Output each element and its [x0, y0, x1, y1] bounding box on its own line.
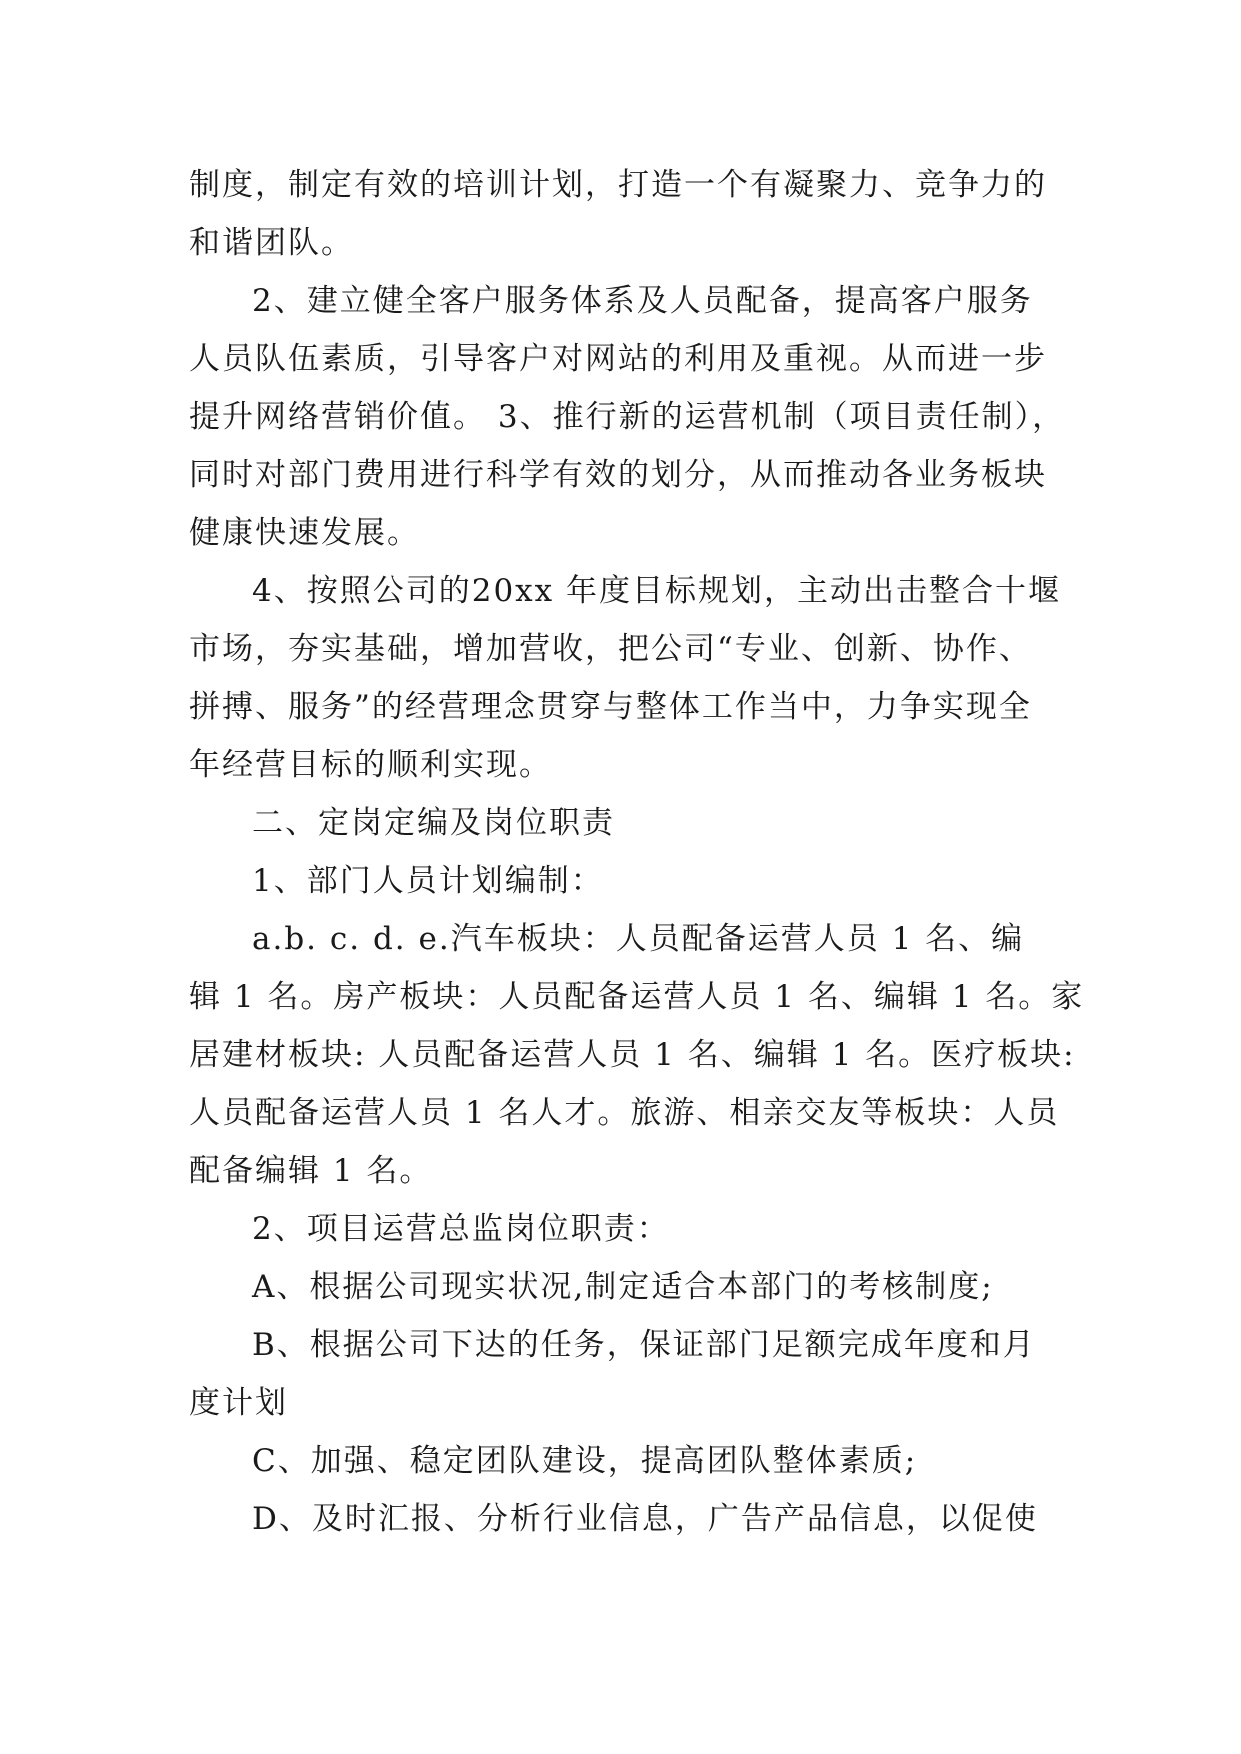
text-line: 人员配备运营人员 1 名人才。旅游、相亲交友等板块：人员	[189, 1095, 1060, 1131]
text-line: 居建材板块: 人员配备运营人员 1 名、编辑 1 名。医疗板块:	[189, 1037, 1076, 1073]
text-line: D、及时汇报、分析行业信息，广告产品信息，以促使	[252, 1501, 1038, 1537]
text-line: C、加强、稳定团队建设，提高团队整体素质;	[252, 1443, 918, 1479]
text-line: 辑 1 名。房产板块：人员配备运营人员 1 名、编辑 1 名。家	[189, 979, 1085, 1015]
text-line: B、根据公司下达的任务，保证部门足额完成年度和月	[252, 1327, 1036, 1363]
text-line: 年经营目标的顺利实现。	[189, 747, 552, 783]
text-line: 1、部门人员计划编制：	[252, 863, 604, 899]
text-line: 配备编辑 1 名。	[189, 1153, 433, 1189]
text-line: 度计划	[189, 1385, 288, 1421]
text-line: 2、项目运营总监岗位职责：	[252, 1211, 670, 1247]
text-line: a.b. c. d. e.汽车板块：人员配备运营人员 1 名、编	[252, 921, 1025, 957]
text-line: 4、按照公司的20xx 年度目标规划，主动出击整合十堰	[252, 573, 1061, 609]
section-heading: 二、定岗定编及岗位职责	[252, 805, 615, 841]
text-line: 人员队伍素质，引导客户对网站的利用及重视。从而进一步	[189, 341, 1047, 377]
text-line: 同时对部门费用进行科学有效的划分，从而推动各业务板块	[189, 457, 1047, 493]
text-line: 2、建立健全客户服务体系及人员配备，提高客户服务	[252, 283, 1033, 319]
text-line: 拼搏、服务”的经营理念贯穿与整体工作当中，力争实现全	[189, 689, 1032, 725]
text-line: 提升网络营销价值。 3、推行新的运营机制（项目责任制），	[189, 399, 1066, 435]
text-line: 市场，夯实基础，增加营收，把公司“专业、创新、协作、	[189, 631, 1032, 667]
text-line: A、根据公司现实状况,制定适合本部门的考核制度;	[252, 1269, 994, 1305]
text-line: 和谐团队。	[189, 225, 354, 261]
text-line: 健康快速发展。	[189, 515, 420, 551]
text-line: 制度，制定有效的培训计划，打造一个有凝聚力、竞争力的	[189, 167, 1047, 203]
